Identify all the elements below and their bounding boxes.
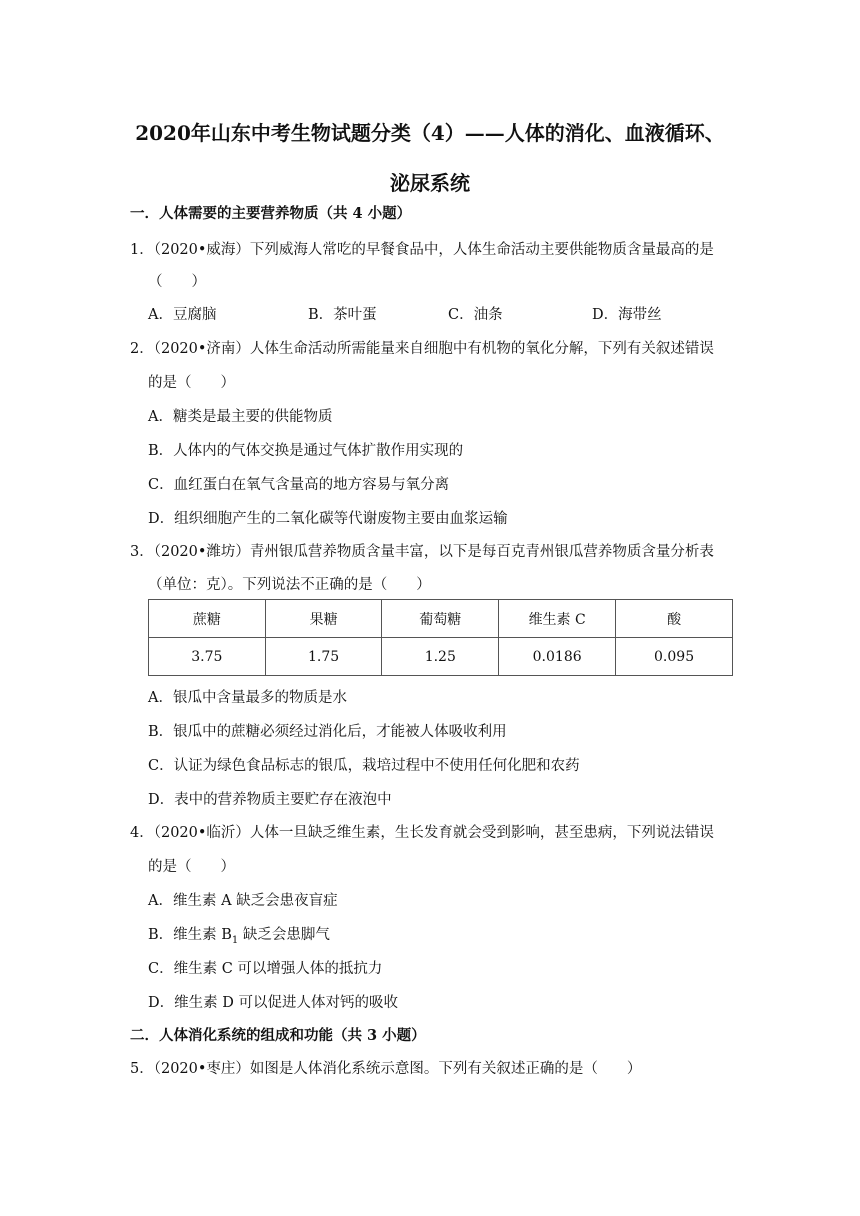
- table-row: [149, 638, 733, 676]
- table-header-cell: 葡萄糖: [382, 600, 499, 638]
- table-cell: 3.75: [149, 638, 266, 676]
- table-header-cell: 维生素 C: [499, 600, 616, 638]
- question-1-options: [148, 303, 728, 325]
- table-header-cell: 蔗糖: [149, 600, 266, 638]
- table-header-cell: 酸: [616, 600, 733, 638]
- question-4-option-d: D．维生素 D 可以促进人体对钙的吸收: [148, 995, 398, 1011]
- table-cell: 1.25: [382, 638, 499, 676]
- question-2-bracket: 的是（ ）: [148, 375, 235, 391]
- table-header-row: [149, 600, 733, 638]
- section-heading-1: 一．人体需要的主要营养物质（共 4 小题）: [130, 205, 412, 222]
- document-title: [100, 108, 760, 208]
- table-cell: 0.0186: [499, 638, 616, 676]
- question-1-option-b: B．茶叶蛋: [308, 307, 377, 323]
- question-1-option-d: D．海带丝: [592, 307, 662, 323]
- table-header-cell: 果糖: [265, 600, 382, 638]
- question-3-option-c: C．认证为绿色食品标志的银瓜，栽培过程中不使用任何化肥和农药: [148, 758, 580, 774]
- question-3-option-b: B．银瓜中的蔗糖必须经过消化后，才能被人体吸收利用: [148, 724, 507, 740]
- question-2-option-a: A．糖类是最主要的供能物质: [148, 409, 333, 425]
- question-1-option-c: C．油条: [448, 307, 503, 323]
- question-5-stem: 5．（2020•枣庄）如图是人体消化系统示意图。下列有关叙述正确的是（ ）: [130, 1061, 642, 1077]
- question-2-option-d: D．组织细胞产生的二氧化碳等代谢废物主要由血浆运输: [148, 511, 508, 527]
- question-3-stem: 3．（2020•潍坊）青州银瓜营养物质含量丰富，以下是每百克青州银瓜营养物质含量分析表: [130, 544, 714, 560]
- question-4-option-c: C．维生素 C 可以增强人体的抵抗力: [148, 961, 383, 977]
- question-3-bracket: （单位：克）。下列说法不正确的是（ ）: [148, 577, 431, 593]
- section-heading-2: 二．人体消化系统的组成和功能（共 3 小题）: [130, 1027, 426, 1044]
- nutrient-table: [148, 599, 733, 676]
- table-cell: 0.095: [616, 638, 733, 676]
- question-3-option-a: A．银瓜中含量最多的物质是水: [148, 690, 347, 706]
- question-1-bracket: （ ）: [148, 274, 206, 290]
- question-2-stem: 2．（2020•济南）人体生命活动所需能量来自细胞中有机物的氧化分解，下列有关叙述错误: [130, 341, 714, 357]
- question-4-option-b: B．维生素 $B_1$ 缺乏会患脚气: [148, 927, 330, 946]
- title-line-1: 2020年山东中考生物试题分类（4）——人体的消化、血液循环、: [135, 121, 725, 145]
- question-3-option-d: D．表中的营养物质主要贮存在液泡中: [148, 792, 392, 808]
- question-2-option-b: B．人体内的气体交换是通过气体扩散作用实现的: [148, 443, 464, 459]
- question-4-bracket: 的是（ ）: [148, 859, 235, 875]
- table-cell: 1.75: [265, 638, 382, 676]
- title-line-2: 泌尿系统: [390, 171, 470, 195]
- question-4-option-a: A．维生素 A 缺乏会患夜盲症: [148, 893, 338, 909]
- question-1-option-a: A．豆腐脑: [148, 307, 217, 323]
- question-4-stem: 4．（2020•临沂）人体一旦缺乏维生素，生长发育就会受到影响，甚至患病，下列说法错误: [130, 825, 714, 841]
- question-1-stem: 1．（2020•威海）下列威海人常吃的早餐食品中，人体生命活动主要供能物质含量最高的是: [130, 242, 714, 258]
- question-2-option-c: C．血红蛋白在氧气含量高的地方容易与氧分离: [148, 477, 450, 493]
